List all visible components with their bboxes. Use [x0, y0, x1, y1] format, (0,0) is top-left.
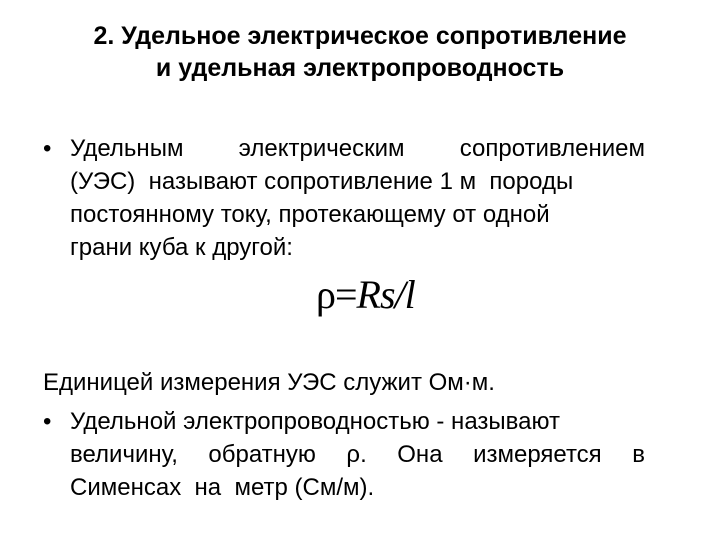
bullet-line: Сименсах на метр (См/м).: [70, 474, 375, 501]
formula-rhs: Rs/l: [356, 272, 415, 317]
formula-equals: =: [334, 272, 357, 317]
title-line-1: 2. Удельное электрическое сопротивление: [93, 22, 627, 50]
bullet-resistivity-definition: [43, 132, 663, 272]
bullet-line: грани куба к другой:: [70, 234, 293, 261]
bullet-line: [70, 132, 645, 165]
word: сопротивлением: [459, 135, 645, 162]
unit-statement: Единицей измерения УЭС служит Ом·м.: [43, 369, 495, 396]
bullet-line: постоянному току, протекающему от одной: [70, 201, 550, 228]
word: электрическим: [238, 135, 405, 162]
bullet-conductivity-definition: [43, 405, 663, 505]
word: Удельным: [70, 135, 184, 162]
bullet-text: [70, 405, 660, 504]
bullet-line: (УЭС) называют сопротивление 1 м породы: [70, 168, 574, 195]
bullet-line: Удельной электропроводностью - называют: [70, 408, 560, 435]
word: обратную: [208, 441, 316, 468]
word: величину,: [70, 441, 178, 468]
bullet-marker: •: [43, 408, 52, 435]
bullet-text: [70, 132, 660, 264]
slide-title: [30, 20, 690, 84]
title-line-2: и удельная электропроводность: [155, 54, 565, 82]
word: в: [632, 441, 645, 468]
word: Она: [397, 441, 443, 468]
word: ρ.: [346, 441, 367, 468]
bullet-marker: •: [43, 135, 52, 162]
resistivity-formula: [316, 270, 415, 320]
word: измеряется: [473, 441, 602, 468]
formula-rho: ρ: [316, 272, 335, 317]
bullet-line: [70, 438, 645, 471]
